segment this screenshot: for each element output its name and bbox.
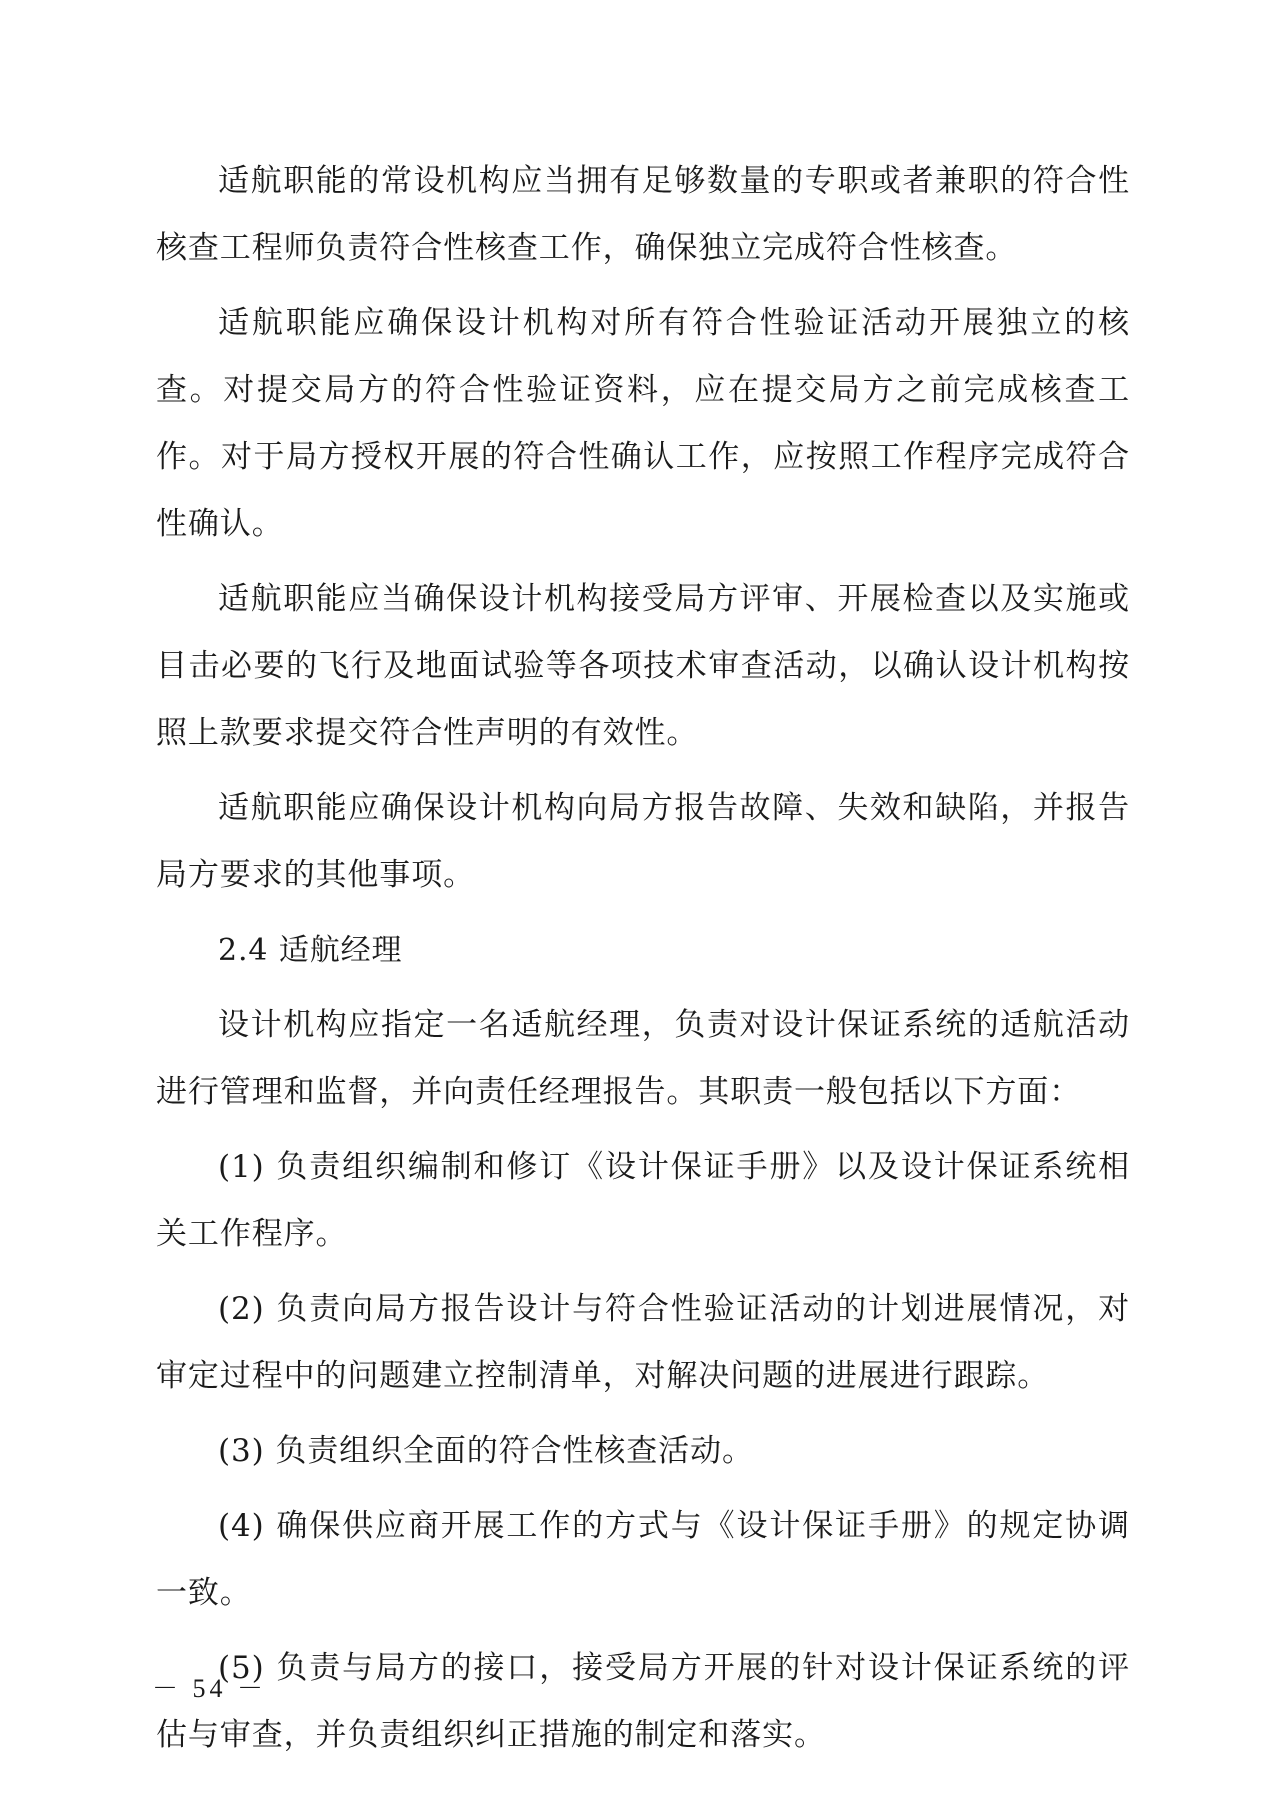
paragraph: 适航职能应当确保设计机构接受局方评审、开展检查以及实施或目击必要的飞行及地面试验等各项技术审查活动，以确认设计机构按照上款要求提交符合性声明的有效性。 (156, 581, 1130, 751)
paragraph: 适航职能应确保设计机构向局方报告故障、失效和缺陷，并报告局方要求的其他事项。 (156, 790, 1130, 893)
section-intro: 设计机构应指定一名适航经理，负责对设计保证系统的适航活动进行管理和监督，并向责任经理报告。其职责一般包括以下方面： (156, 1007, 1130, 1110)
list-item: (1) 负责组织编制和修订《设计保证手册》以及设计保证系统相关工作程序。 (156, 1149, 1130, 1252)
list-item: (2) 负责向局方报告设计与符合性验证活动的计划进展情况，对审定过程中的问题建立控制清单，对解决问题的进展进行跟踪。 (156, 1291, 1130, 1394)
paragraph: 适航职能的常设机构应当拥有足够数量的专职或者兼职的符合性核查工程师负责符合性核查工作，确保独立完成符合性核查。 (156, 163, 1130, 266)
body-text (156, 148, 1130, 1777)
list-item: (3) 负责组织全面的符合性核查活动。 (218, 1433, 754, 1469)
paragraph: 适航职能应确保设计机构对所有符合性验证活动开展独立的核查。对提交局方的符合性验证资料，应在提交局方之前完成核查工作。对于局方授权开展的符合性确认工作，应按照工作程序完成符合性确认。 (156, 305, 1130, 542)
page-number: － 54 － (152, 1674, 268, 1703)
list-item: (5) 负责与局方的接口，接受局方开展的针对设计保证系统的评估与审查，并负责组织纠正措施的制定和落实。 (156, 1650, 1130, 1753)
section-heading: 2.4 适航经理 (218, 933, 403, 968)
list-item: (4) 确保供应商开展工作的方式与《设计保证手册》的规定协调一致。 (156, 1508, 1130, 1611)
